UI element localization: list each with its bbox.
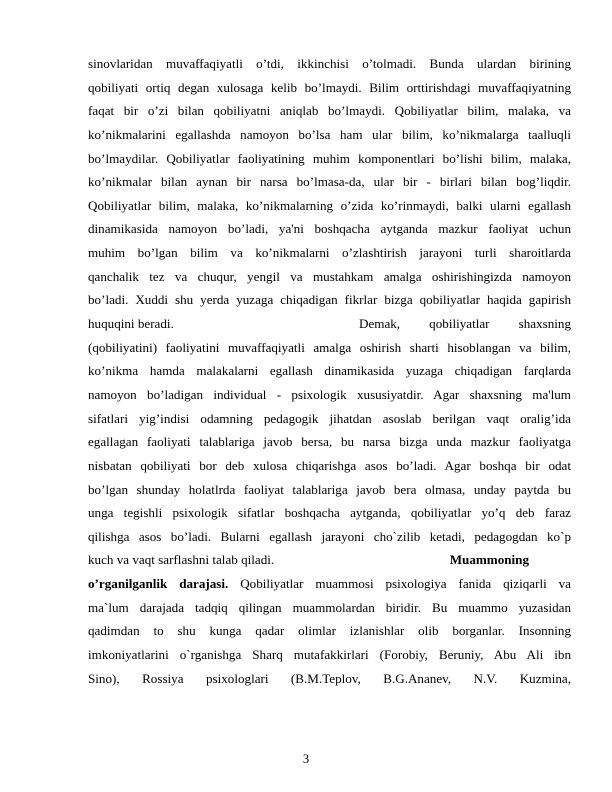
text-line: egallagan faoliyati talablariga javob bersa, bu narsa bizga unda mazkur faoliyatga [88,434,571,450]
text-line: unga tegishli psixologik sifatlar boshqacha aytganda, qobiliyatlar yo’q deb faraz [88,505,571,521]
paragraph-end-text: huquqini beradi. [88,316,174,332]
section-heading-end: o’rganilganlik darajasi. [88,576,229,592]
section-heading-start: Muammoning [449,552,529,568]
text-line: qadimdan to shu kunga qadar olimlar izlanishlar olib borganlar. Insonning [88,623,571,639]
text-line: bo’lmaydilar. Qobiliyatlar faoliyatining muhim komponentlari bo’lishi bilim, malaka, [88,150,571,166]
text-line: qilishga asos bo’ladi. Bularni egallash jarayoni cho`zilib ketadi, pedagogdan ko`p [88,528,571,544]
heading-followup-text: Qobiliyatlar muammosi psixologiya fanida qiziqarli va [228,576,571,592]
paragraph-end-text: kuch va vaqt sarflashni talab qiladi. [88,552,275,568]
text-line: qobiliyati ortiq degan xulosaga kelib bo’lmaydi. Bilim orttirishdagi muvaffaqiyatning [88,79,571,95]
paragraph-start-words [359,312,571,336]
text-line: sifatlari yig’indisi odamning pedagogik jihatdan asoslab berilgan vaqt oralig’ida [88,410,571,426]
word: shaxsning [518,316,571,332]
text-line: sinovlaridan muvaffaqiyatli o’tdi, ikkinchisi o’tolmadi. Bunda ulardan birining [88,56,571,71]
text-line: faqat bir o’zi bilan qobiliyatni aniqlab bo’lmaydi. Qobiliyatlar bilim, malaka, va [88,103,571,119]
page-number: 3 [302,752,310,766]
text-line-split [88,312,571,336]
word: qobiliyatlar [429,316,490,332]
text-line: qanchalik tez va chuqur, yengil va mustahkam amalga oshirishingizda namoyon [88,268,571,284]
word: Demak, [359,316,401,332]
text-line: ko’nikmalar bilan aynan bir narsa bo’lmasa-da, ular bir - birlari bilan bog’liqdir. [88,174,571,190]
text-line: namoyon bo’ladigan individual - psixologik xususiyatdir. Agar shaxsning ma'lum [88,386,571,402]
text-line: muhim bo’lgan bilim va ko’nikmalarni o’zlashtirish jarayoni turli sharoitlarda [88,245,571,261]
text-line: ma`lum darajada tadqiq qilingan muammolardan biridir. Bu muammo yuzasidan [88,599,571,615]
text-line: bo’lgan shunday holatlrda faoliyat talablariga javob bera olmasa, unday paytda bu [88,481,571,497]
text-line: Qobiliyatlar bilim, malaka, ko’nikmalarning o’zida ko’rinmaydi, balki ularni egallash [88,197,571,213]
text-line: bo’ladi. Xuddi shu yerda yuzaga chiqadigan fikrlar bizga qobiliyatlar haqida gapirish [88,292,571,308]
text-line-heading [88,572,571,596]
text-line: Sino), Rossiya psixologlari (B.M.Teplov, B.G.Ananev, N.V. Kuzmina, [88,670,571,686]
text-line: ko’nikmalarini egallashda namoyon bo’lsa ham ular bilim, ko’nikmalarga taalluqli [88,126,571,142]
text-line: dinamikasida namoyon bo’ladi, ya'ni boshqacha aytganda mazkur faoliyat uchun [88,221,571,237]
text-line-split [88,548,571,572]
text-line: (qobiliyatini) faoliyatini muvaffaqiyatli amalga oshirish sharti hisoblangan va bilim, [88,339,571,355]
text-line: ko’nikma hamda malakalarni egallash dinamikasida yuzaga chiqadigan farqlarda [88,363,571,379]
body-text [88,52,571,690]
text-line: imkoniyatlarini o`rganishga Sharq mutafakkirlari (Forobiy, Beruniy, Abu Ali ibn [88,647,571,663]
text-line: nisbatan qobiliyati bor deb xulosa chiqarishga asos bo’ladi. Agar boshqa bir odat [88,457,571,473]
